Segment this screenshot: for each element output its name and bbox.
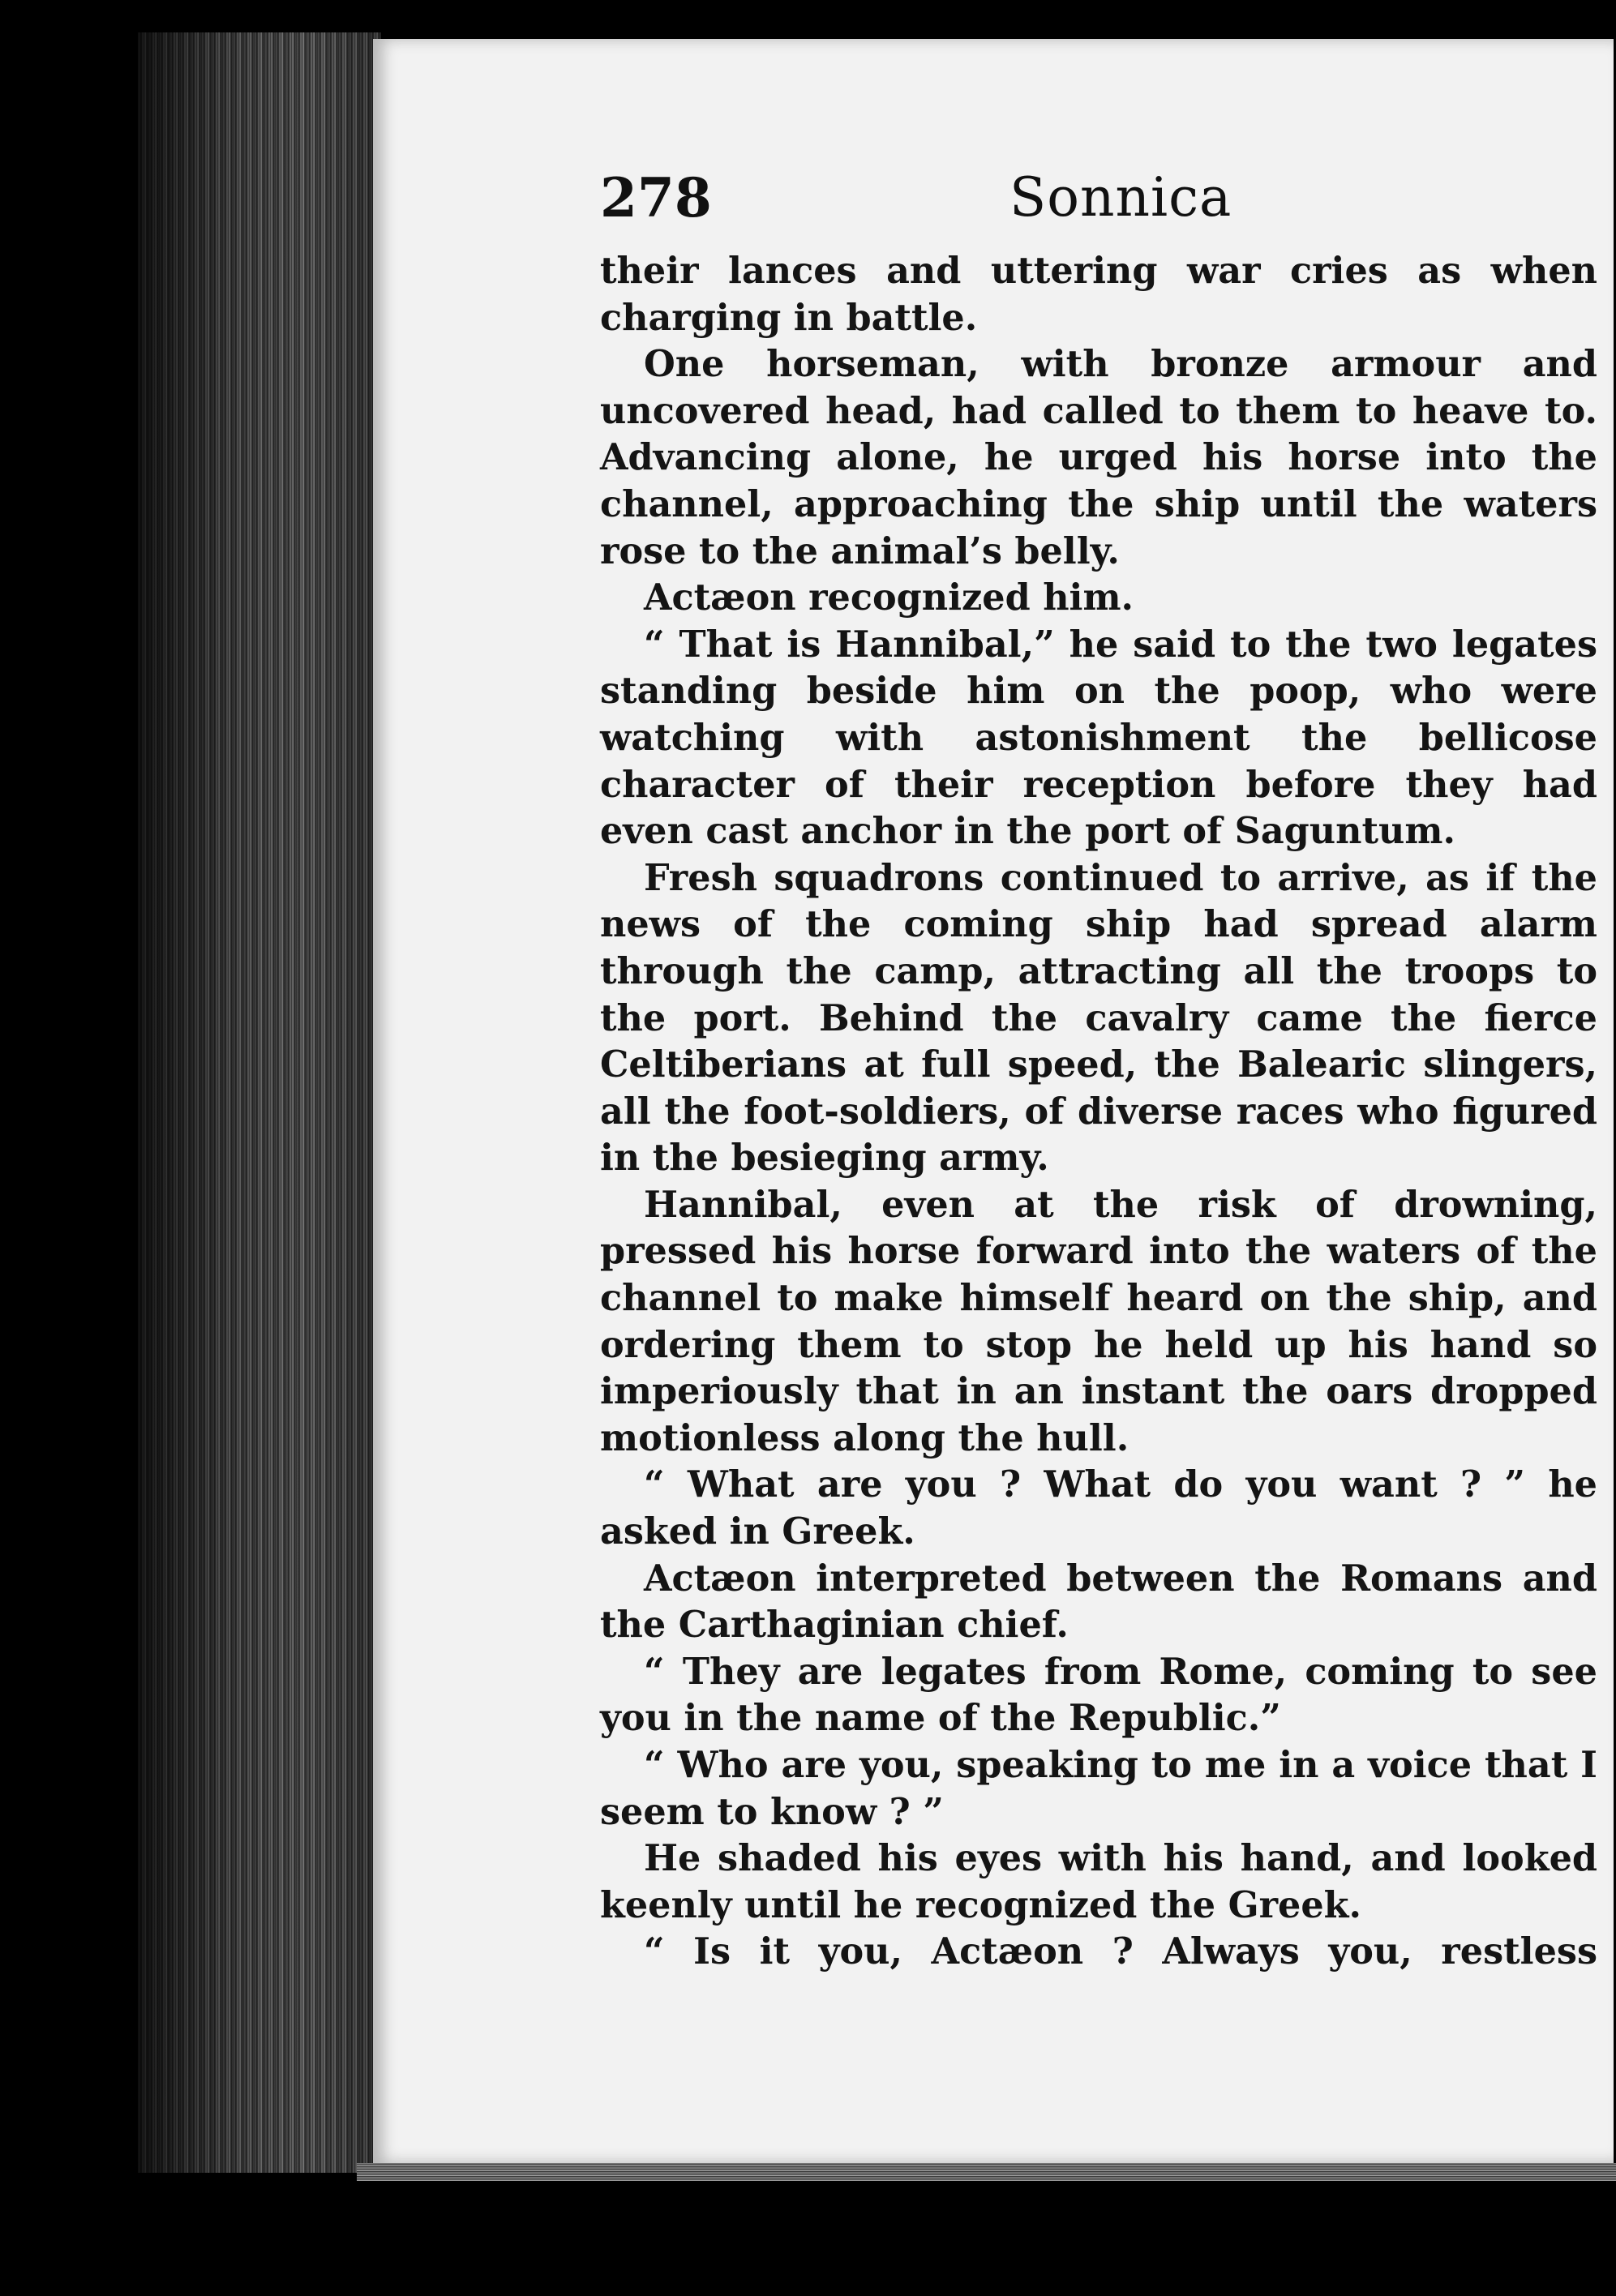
page-number: 278 bbox=[600, 166, 712, 229]
paragraph: Hannibal, even at the risk of drowning, pressed his horse forward into the waters of the channel to make himself heard on the ship, and ordering them to stop he held up his hand so imperiously that in an instant the oars dropped motionless along the hull. bbox=[600, 1183, 1597, 1459]
paragraph: “ Is it you, Actæon ? Always you, restless bbox=[644, 1930, 1597, 1973]
paragraph: Fresh squadrons continued to arrive, as if the news of the coming ship had spread alarm through the camp, attracting all the troops to the port. Behind the cavalry came the fierce Celtiberians at full speed, the Balearic slingers, all the foot-soldiers, of diverse races who figured in the besieging army. bbox=[600, 856, 1597, 1180]
paragraph: “ What are you ? What do you want ? ” he asked in Greek. bbox=[600, 1463, 1597, 1553]
paragraph: “ They are legates from Rome, coming to see you in the name of the Republic.” bbox=[600, 1650, 1597, 1740]
page-edge-stack bbox=[138, 32, 381, 2173]
paragraph: “ That is Hannibal,” he said to the two legates standing beside him on the poop, who were watching with astonishment the bellicose character of their reception before they had even cast anchor in the port of Saguntum. bbox=[600, 623, 1597, 853]
paragraph: One horseman, with bronze armour and uncovered head, had called to them to heave to. Advancing alone, he urged his horse into the channel, approaching the ship until the waters rose to the animal’s belly. bbox=[600, 343, 1597, 572]
page-bottom-edge bbox=[357, 2163, 1616, 2181]
body-text bbox=[600, 248, 1597, 1976]
running-head bbox=[600, 166, 1597, 239]
paragraph: Actæon recognized him. bbox=[644, 576, 1134, 619]
paragraph: “ Who are you, speaking to me in a voice that I seem to know ? ” bbox=[600, 1744, 1597, 1833]
paragraph: He shaded his eyes with his hand, and looked keenly until he recognized the Greek. bbox=[600, 1837, 1597, 1926]
paragraph: Actæon interpreted between the Romans and the Carthaginian chief. bbox=[600, 1557, 1597, 1647]
book-title: Sonnica bbox=[1009, 166, 1232, 229]
paragraph: their lances and uttering war cries as when charging in battle. bbox=[600, 250, 1597, 339]
